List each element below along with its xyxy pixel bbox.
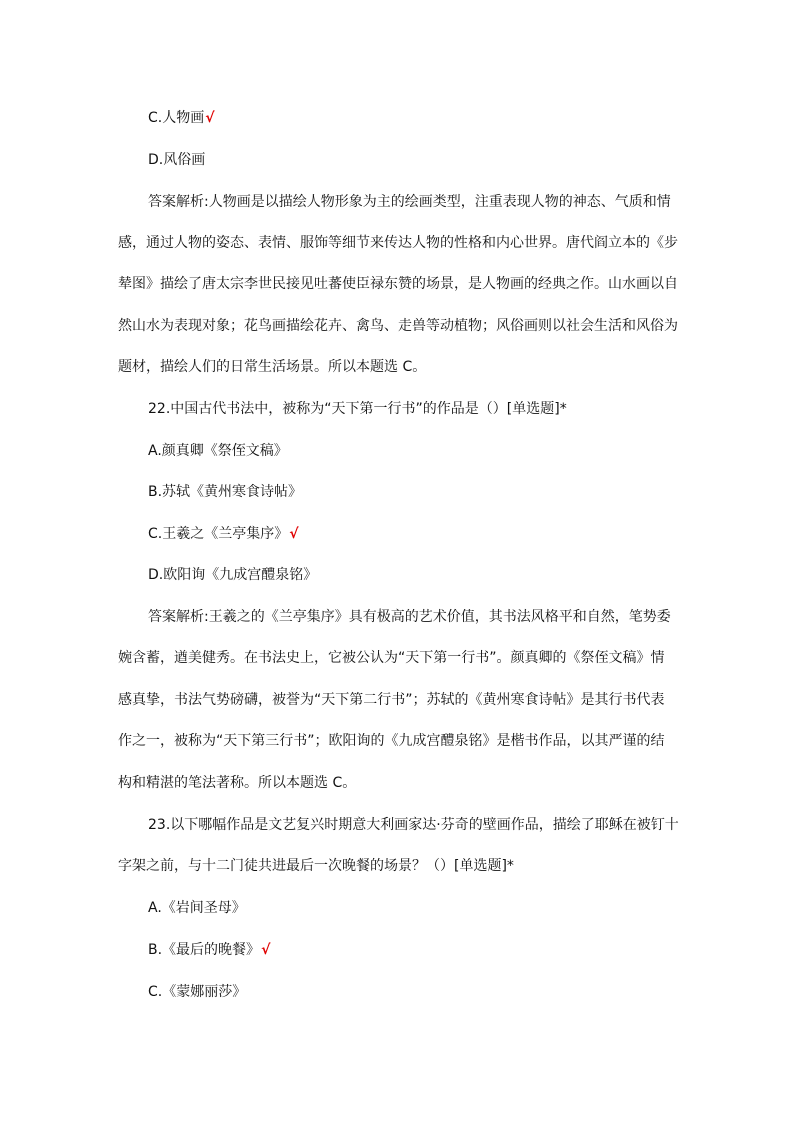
correct-check-icon: √ — [289, 526, 299, 542]
q21-option-d: D.风俗画 — [148, 152, 206, 168]
q23-question: 字架之前，与十二门徒共进最后一次晚餐的场景？（）[单选题]* — [118, 858, 514, 874]
q21-analysis-line: 答案解析:人物画是以描绘人物形象为主的绘画类型，注重表现人物的神态、气质和情 — [148, 194, 671, 210]
correct-check-icon: √ — [205, 110, 215, 126]
q21-option-c: C.人物画√ — [148, 110, 215, 126]
q21-analysis-line: 题材，描绘人们的日常生活场景。所以本题选 C。 — [118, 359, 427, 375]
q22-option-d: D.欧阳询《九成宫醴泉铭》 — [148, 567, 318, 583]
q22-analysis-line: 作之一，被称为“天下第三行书”；欧阳询的《九成宫醴泉铭》是楷书作品，以其严谨的结 — [118, 733, 665, 749]
q22-analysis-line: 感真挚，书法气势磅礴，被誉为“天下第二行书”；苏轼的《黄州寒食诗帖》是其行书代表 — [118, 692, 665, 708]
q23-option-a: A.《岩间圣母》 — [148, 900, 246, 916]
q21-analysis-line: 辇图》描绘了唐太宗李世民接见吐蕃使臣禄东赞的场景，是人物画的经典之作。山水画以自 — [118, 276, 678, 292]
q21-analysis-line: 然山水为表现对象；花鸟画描绘花卉、禽鸟、走兽等动植物；风俗画则以社会生活和风俗为 — [118, 318, 678, 334]
q22-analysis-line: 构和精湛的笔法著称。所以本题选 C。 — [118, 775, 357, 791]
q23-option-c: C.《蒙娜丽莎》 — [148, 984, 247, 1000]
q23-question: 23.以下哪幅作品是文艺复兴时期意大利画家达·芬奇的壁画作品，描绘了耶稣在被钉十 — [148, 817, 679, 833]
correct-check-icon: √ — [261, 942, 271, 958]
q23-option-b: B.《最后的晚餐》√ — [148, 942, 271, 958]
q21-analysis-line: 感，通过人物的姿态、表情、服饰等细节来传达人物的性格和内心世界。唐代阎立本的《步 — [118, 235, 678, 251]
q22-question: 22.中国古代书法中，被称为“天下第一行书”的作品是（）[单选题]* — [148, 401, 567, 417]
q22-analysis-line: 答案解析:王羲之的《兰亭集序》具有极高的艺术价值，其书法风格平和自然，笔势委 — [148, 609, 671, 625]
q22-option-c: C.王羲之《兰亭集序》√ — [148, 526, 299, 542]
q22-option-a: A.颜真卿《祭侄文稿》 — [148, 443, 288, 459]
q22-analysis-line: 婉含蓄，遒美健秀。在书法史上，它被公认为“天下第一行书”。颜真卿的《祭侄文稿》情 — [118, 650, 665, 666]
q22-option-b: B.苏轼《黄州寒食诗帖》 — [148, 484, 303, 500]
